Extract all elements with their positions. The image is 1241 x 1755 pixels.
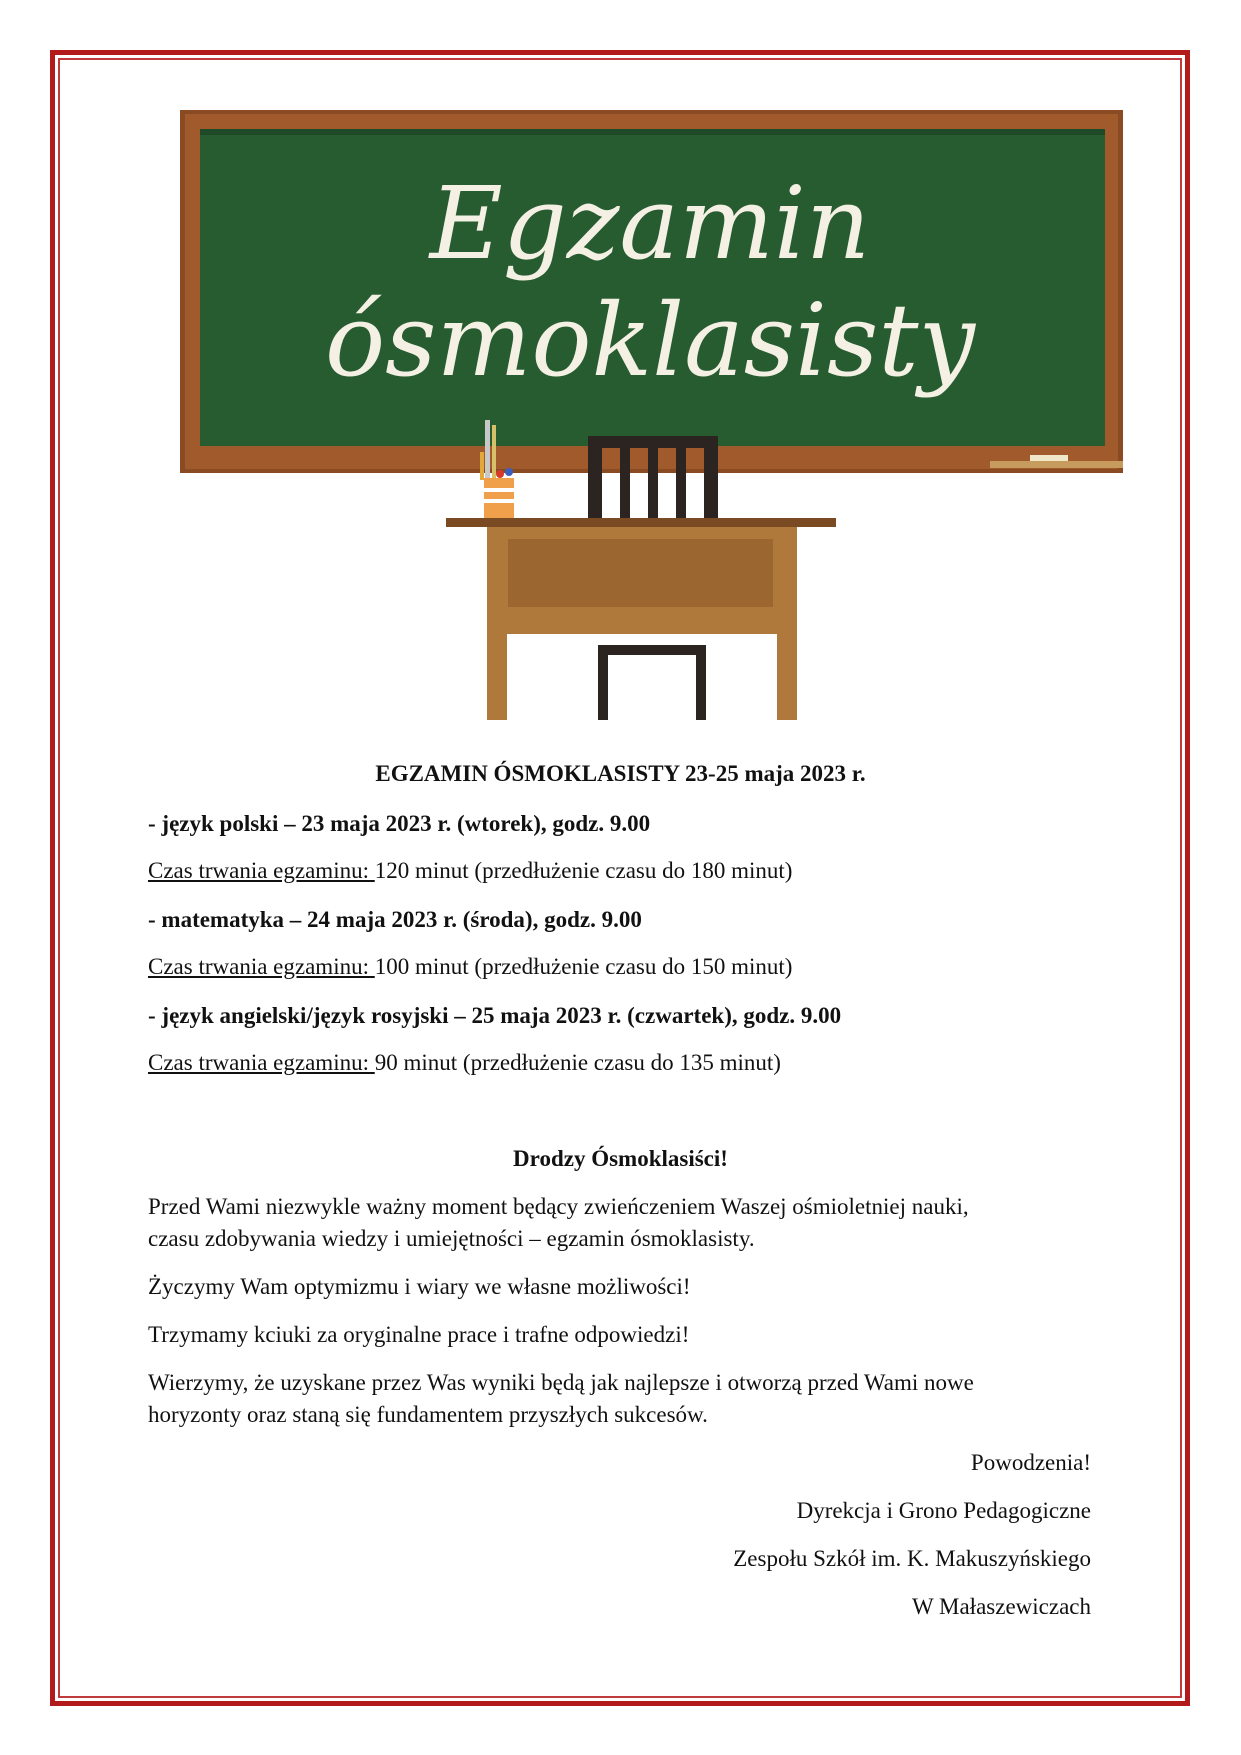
duration-value: 100 minut (przedłużenie czasu do 150 minut): [374, 954, 793, 979]
duration-languages: [148, 1049, 781, 1077]
paragraph-1-line-1: Przed Wami niezwykle ważny moment będący zwieńczeniem Waszej ośmioletniej nauki,: [148, 1194, 969, 1219]
signature-wish: Powodzenia!: [970, 1450, 1091, 1475]
board-title-line1: Egzamin: [429, 165, 871, 282]
duration-label: Czas trwania egzaminu:: [148, 954, 375, 979]
greeting: Drodzy Ósmoklasiści!: [513, 1146, 728, 1171]
board-title-line2: ósmoklasisty: [324, 282, 976, 399]
subject-polish: - język polski – 23 maja 2023 r. (wtorek), godz. 9.00: [148, 811, 651, 836]
desk: [446, 518, 836, 720]
duration-polish: [148, 857, 792, 885]
paragraph-2: Życzymy Wam optymizmu i wiary we własne możliwości!: [148, 1274, 691, 1299]
signature-line-1: Dyrekcja i Grono Pedagogiczne: [796, 1498, 1091, 1523]
duration-label: Czas trwania egzaminu:: [148, 1050, 375, 1075]
subject-math: - matematyka – 24 maja 2023 r. (środa), godz. 9.00: [148, 907, 642, 932]
exam-heading: EGZAMIN ÓSMOKLASISTY 23-25 maja 2023 r.: [375, 761, 866, 786]
paragraph-1-line-2: czasu zdobywania wiedzy i umiejętności – egzamin ósmoklasisty.: [148, 1226, 755, 1251]
duration-label: Czas trwania egzaminu:: [148, 858, 375, 883]
signature-line-2: Zespołu Szkół im. K. Makuszyńskiego: [733, 1546, 1091, 1571]
paragraph-4-line-1: Wierzymy, że uzyskane przez Was wyniki będą jak najlepsze i otworzą przed Wami nowe: [148, 1370, 974, 1395]
paragraph-4-line-2: horyzonty oraz staną się fundamentem przyszłych sukcesów.: [148, 1402, 708, 1427]
chalkboard: [180, 110, 1123, 473]
paragraph-3: Trzymamy kciuki za oryginalne prace i trafne odpowiedzi!: [148, 1322, 690, 1347]
classroom-illustration: [0, 0, 1241, 720]
duration-value: 120 minut (przedłużenie czasu do 180 minut): [374, 858, 793, 883]
signature-line-3: W Małaszewiczach: [911, 1594, 1091, 1619]
duration-math: [148, 953, 792, 981]
duration-value: 90 minut (przedłużenie czasu do 135 minut): [374, 1050, 781, 1075]
chalk-piece: [1030, 455, 1068, 461]
subject-languages: - język angielski/język rosyjski – 25 maja 2023 r. (czwartek), godz. 9.00: [148, 1003, 842, 1028]
